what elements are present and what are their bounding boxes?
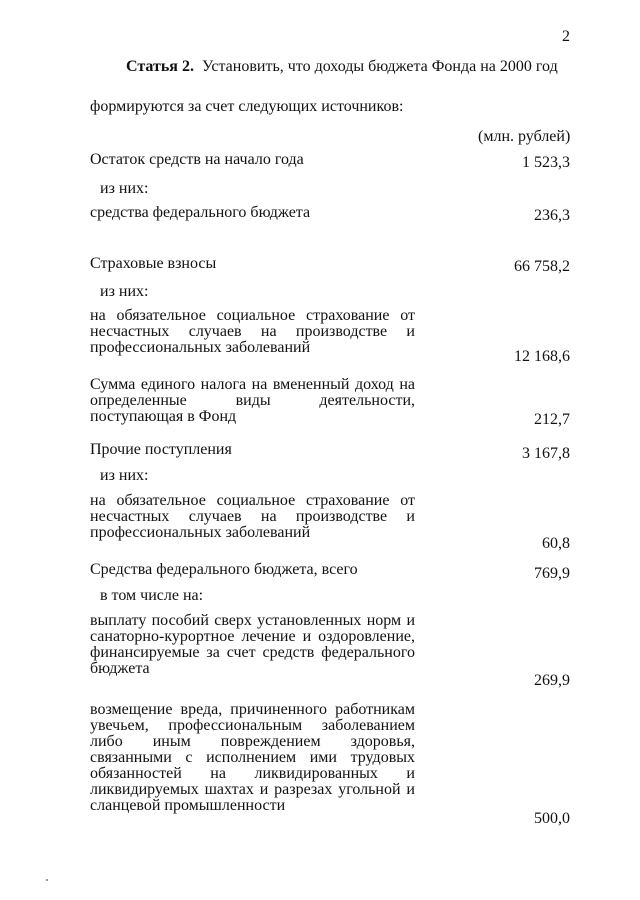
balance-amount: 1 523,3 bbox=[522, 154, 570, 171]
single-tax-label: Сумма единого налога на вмененный доход на определенные виды деятельности, поступающая в Фонд bbox=[90, 376, 415, 425]
federal-budget-funds-label: средства федерального бюджета bbox=[90, 204, 311, 221]
unit-label: (млн. рублей) bbox=[478, 128, 571, 145]
compensation-amount: 500,0 bbox=[534, 810, 570, 827]
federal-total-label: Средства федерального бюджета, всего bbox=[90, 561, 358, 578]
other-amount: 3 167,8 bbox=[522, 445, 570, 462]
insurance-amount: 66 758,2 bbox=[514, 258, 570, 275]
article-text-line1: Установить, что доходы бюджета Фонда на 2000 год bbox=[201, 58, 558, 75]
article-text-line2: формируются за счет следующих источников: bbox=[90, 98, 404, 115]
article-heading bbox=[126, 58, 586, 76]
other-subheading: из них: bbox=[100, 467, 149, 484]
accident-insurance-2-amount: 60,8 bbox=[542, 535, 570, 552]
compensation-label: возмещение вреда, причиненного работникам увечьем, профессиональным заболеванием либо иным повреждением здоровья, связанными с исполнением ими трудовых обязанностей на ликвидированных и ликвидируемых шахтах и разрезах угольной и сланцевой промышленности bbox=[90, 701, 415, 814]
scan-mark bbox=[46, 879, 48, 881]
federal-subheading: в том числе на: bbox=[100, 587, 204, 604]
federal-budget-funds-amount: 236,3 bbox=[534, 207, 570, 224]
page-number: 2 bbox=[562, 28, 570, 45]
federal-total-amount: 769,9 bbox=[534, 565, 570, 582]
single-tax-amount: 212,7 bbox=[534, 411, 570, 428]
other-label: Прочие поступления bbox=[90, 441, 232, 458]
balance-subheading: из них: bbox=[100, 180, 149, 197]
benefits-amount: 269,9 bbox=[534, 672, 570, 689]
insurance-label: Страховые взносы bbox=[90, 255, 217, 272]
accident-insurance-2-label: на обязательное социальное страхование от несчастных случаев на производстве и профессиональных заболеваний bbox=[90, 492, 415, 541]
insurance-subheading: из них: bbox=[100, 283, 149, 300]
accident-insurance-1-amount: 12 168,6 bbox=[514, 348, 570, 365]
accident-insurance-1-label: на обязательное социальное страхование от несчастных случаев на производстве и профессиональных заболеваний bbox=[90, 307, 415, 356]
balance-label: Остаток средств на начало года bbox=[90, 151, 304, 168]
benefits-label: выплату пособий сверх установленных норм и санаторно-курортное лечение и оздоровление, финансируемые за счет средств федерального бюджета bbox=[90, 612, 415, 677]
article-label: Статья 2. bbox=[126, 58, 194, 75]
